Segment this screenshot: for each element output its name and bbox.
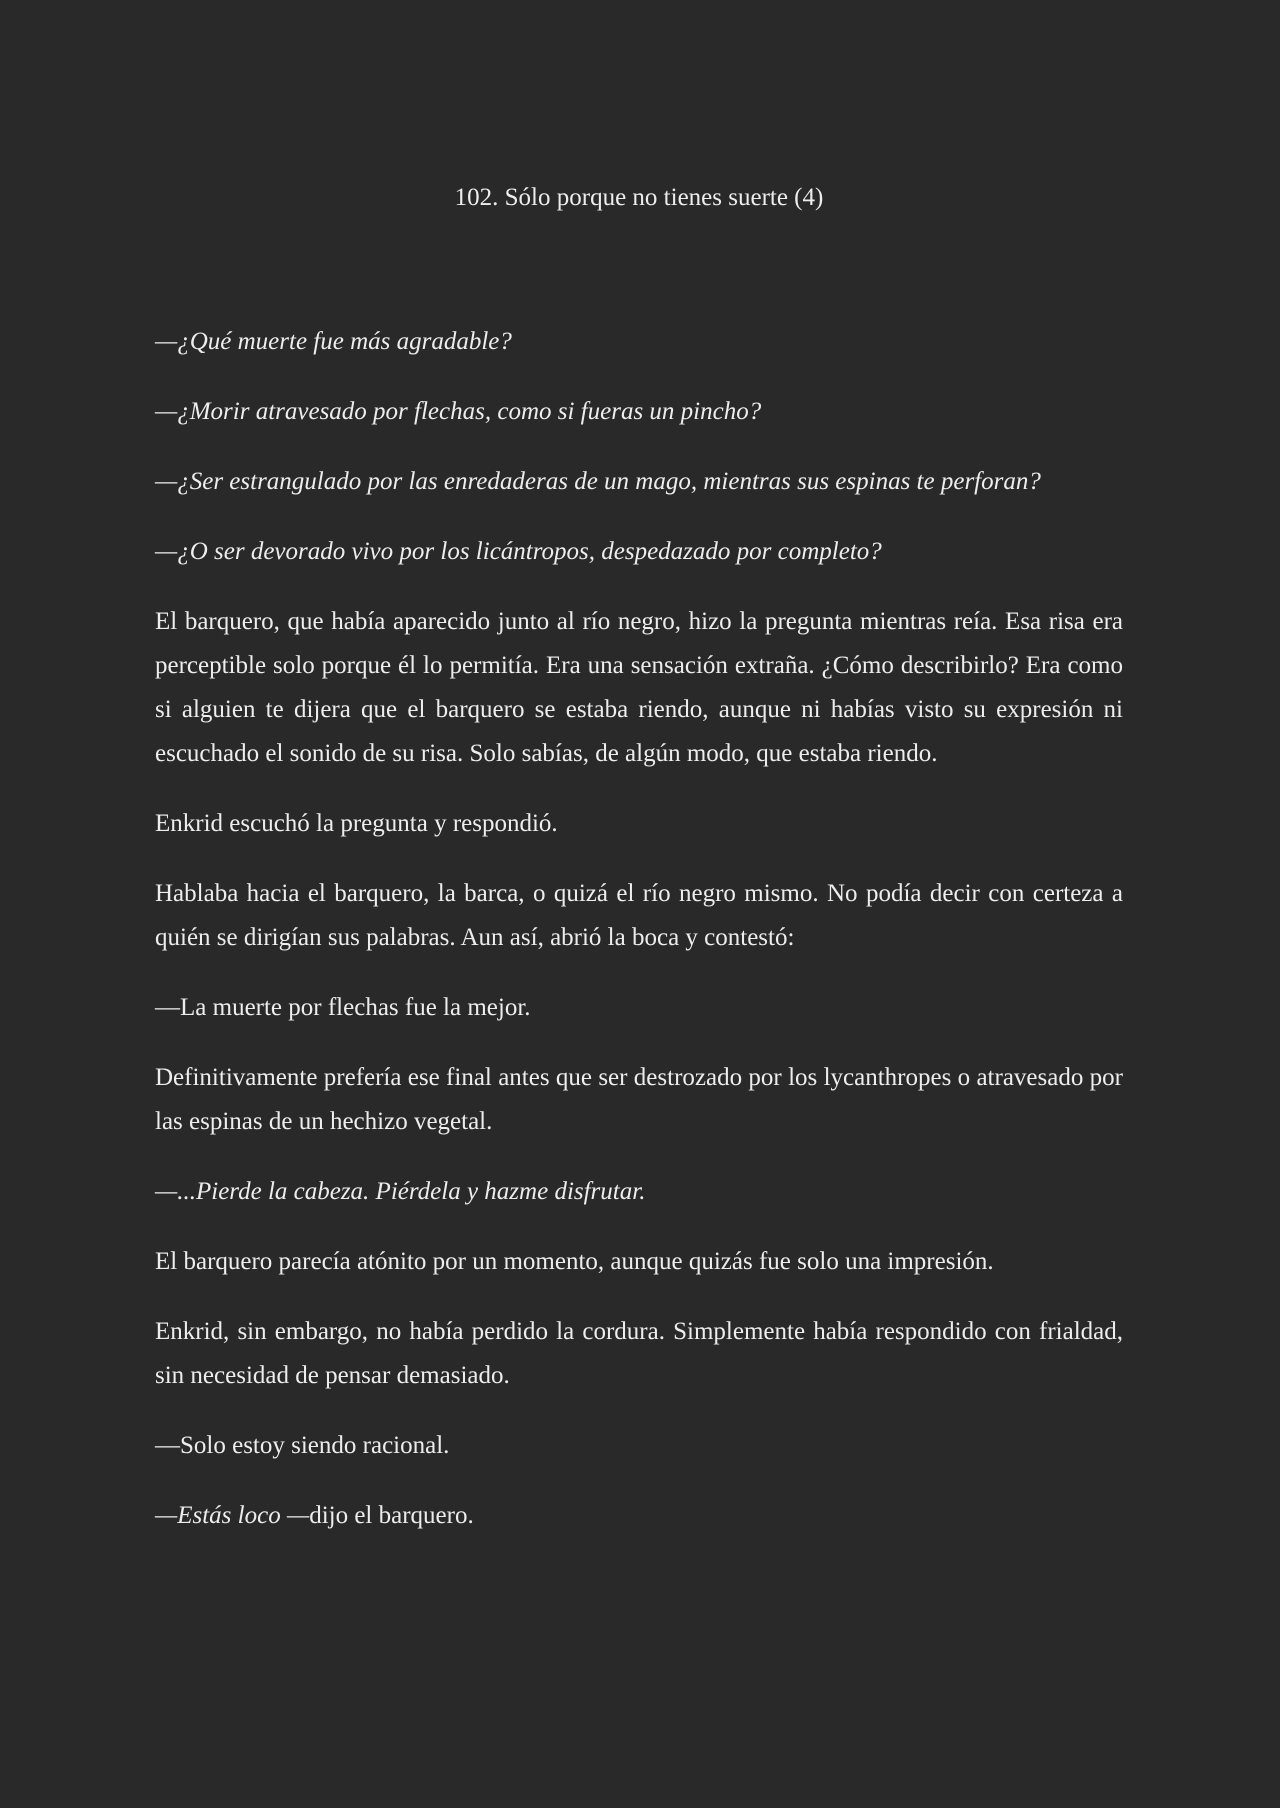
narrative-paragraph: Hablaba hacia el barquero, la barca, o quizá el río negro mismo. No podía decir con certeza a quién se dirigían sus palabras. Aun así, abrió la boca y contestó:	[155, 880, 1123, 951]
dialogue-paragraph: —...Pierde la cabeza. Piérdela y hazme disfrutar.	[155, 1178, 646, 1205]
chapter-title: 102. Sólo porque no tienes suerte (4)	[454, 184, 824, 211]
narrative-paragraph: Definitivamente prefería ese final antes que ser destrozado por los lycanthropes o atravesado por las espinas de un hechizo vegetal.	[155, 1064, 1123, 1135]
dialogue-paragraph	[155, 1494, 1123, 1538]
narrative-paragraph: Enkrid escuchó la pregunta y respondió.	[155, 810, 558, 837]
narrative-paragraph: El barquero, que había aparecido junto al río negro, hizo la pregunta mientras reía. Esa risa era perceptible solo porque él lo permitía. Era una sensación extraña. ¿Cómo describirlo? Era como si alguien te dijera que el barquero se estaba riendo, aunque ni habías visto su expresión ni escuchado el sonido de su risa. Solo sabías, de algún modo, que estaba riendo.	[155, 608, 1123, 767]
dialogue-paragraph: —Solo estoy siendo racional.	[155, 1432, 450, 1459]
dialogue-paragraph: —La muerte por flechas fue la mejor.	[155, 994, 531, 1021]
dialogue-paragraph: —¿Qué muerte fue más agradable?	[155, 328, 512, 355]
dialogue-italic-part: —Estás loco —	[155, 1502, 310, 1529]
dialogue-tag: dijo el barquero.	[309, 1502, 474, 1529]
narrative-paragraph: El barquero parecía atónito por un momento, aunque quizás fue solo una impresión.	[155, 1248, 994, 1275]
dialogue-paragraph: —¿O ser devorado vivo por los licántropos, despedazado por completo?	[155, 538, 882, 565]
chapter-body	[155, 320, 1123, 1564]
dialogue-paragraph: —¿Morir atravesado por flechas, como si fueras un pincho?	[155, 398, 762, 425]
narrative-paragraph: Enkrid, sin embargo, no había perdido la cordura. Simplemente había respondido con frialdad, sin necesidad de pensar demasiado.	[155, 1318, 1123, 1389]
dialogue-paragraph: —¿Ser estrangulado por las enredaderas de un mago, mientras sus espinas te perforan?	[155, 468, 1041, 495]
